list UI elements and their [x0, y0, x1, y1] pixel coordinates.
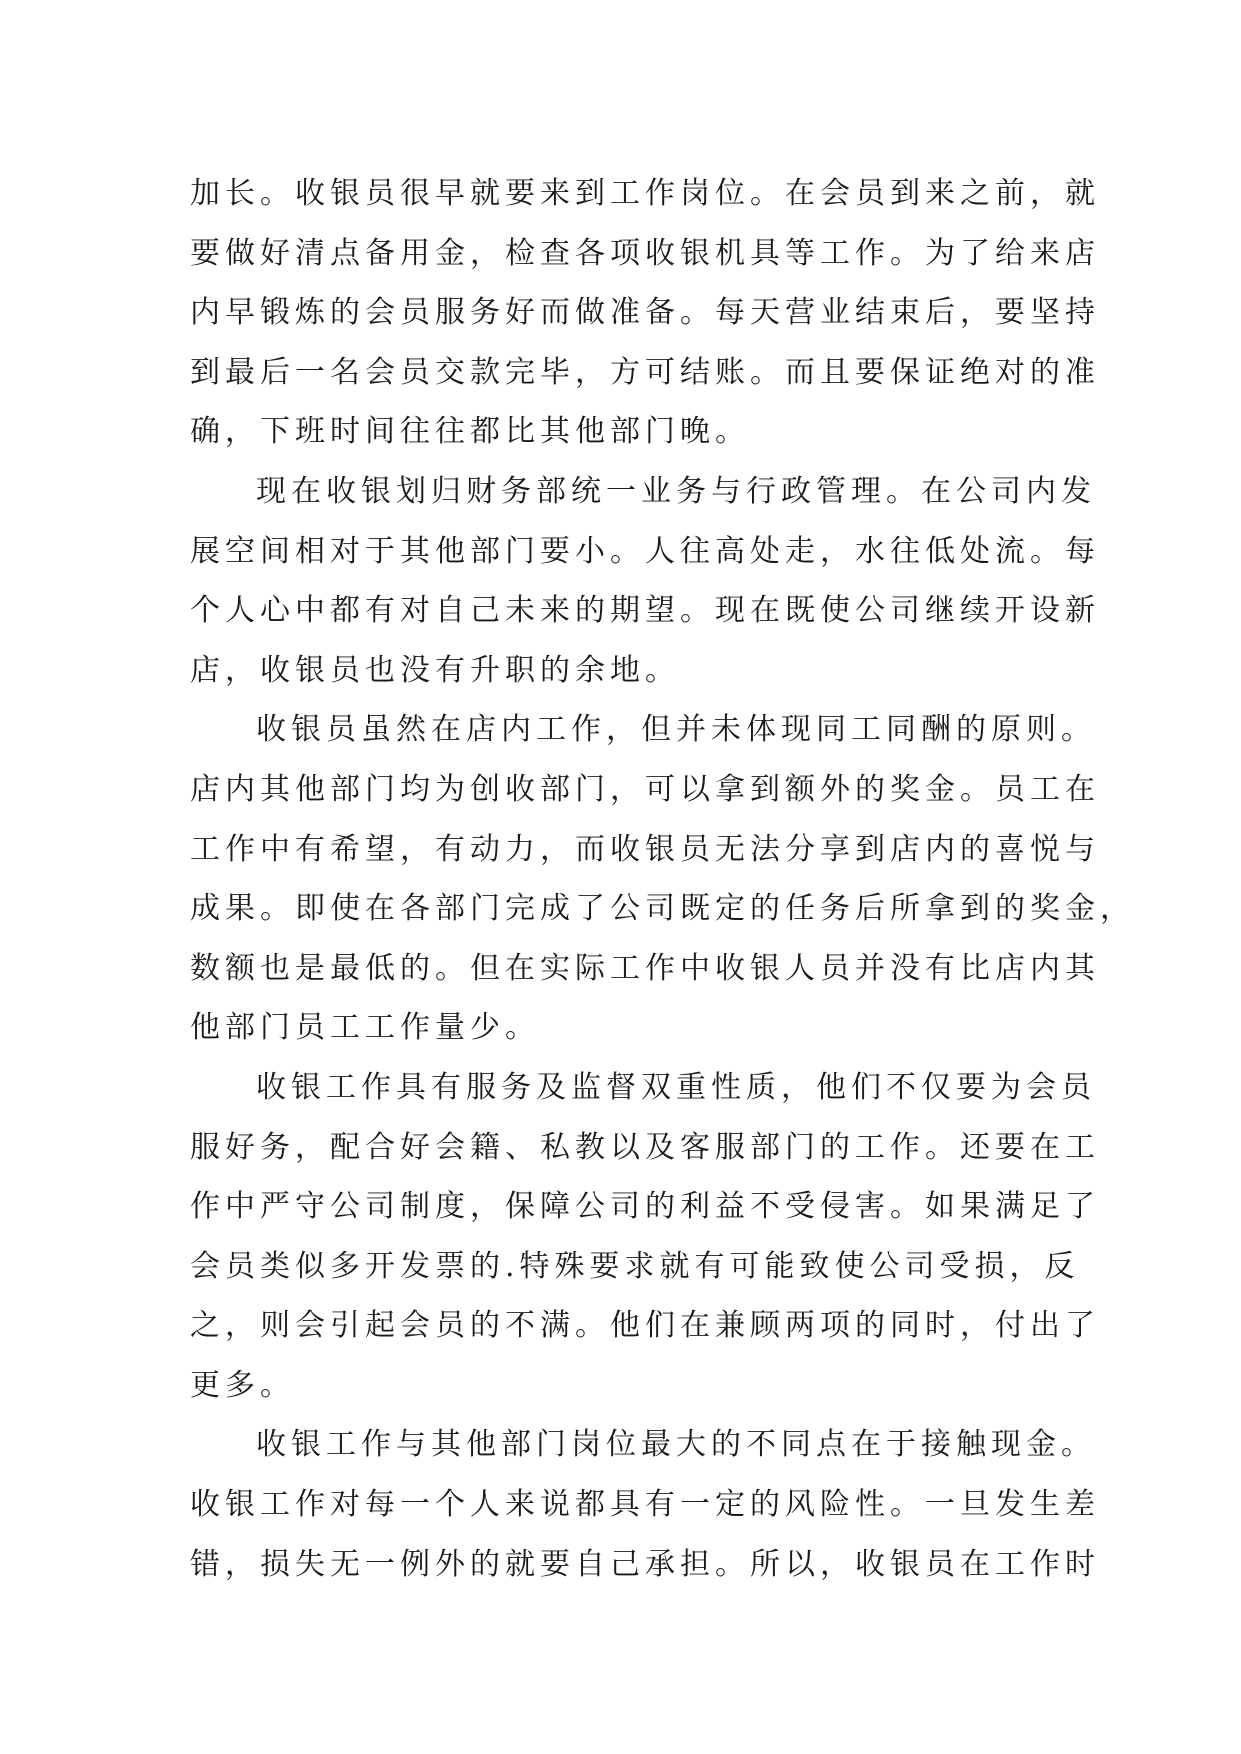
- text-line: 加长。收银员很早就要来到工作岗位。在会员到来之前，就: [190, 176, 1100, 211]
- text-line: 之，则会引起会员的不满。他们在兼顾两项的同时，付出了: [190, 1308, 1100, 1344]
- text-line: 确，下班时间往往都比其他部门晚。: [190, 414, 750, 450]
- text-line: 错，损失无一例外的就要自己承担。所以，收银员在工作时: [190, 1546, 1100, 1582]
- text-line: 要做好清点备用金，检查各项收银机具等工作。为了给来店: [190, 235, 1100, 271]
- text-line: 店，收银员也没有升职的余地。: [190, 652, 680, 688]
- paragraph-first-line: 收银员虽然在店内工作，但并未体现同工同酬的原则。: [256, 712, 1096, 748]
- text-line: 服好务，配合好会籍、私教以及客服部门的工作。还要在工: [190, 1129, 1100, 1165]
- text-line: 到最后一名会员交款完毕，方可结账。而且要保证绝对的准: [190, 354, 1100, 390]
- text-line: 收银工作对每一个人来说都具有一定的风险性。一旦发生差: [190, 1487, 1100, 1523]
- text-line: 会员类似多开发票的.特殊要求就有可能致使公司受损，反: [190, 1248, 1080, 1284]
- paragraph-first-line: 收银工作具有服务及监督双重性质，他们不仅要为会员: [256, 1069, 1096, 1105]
- text-line: 更多。: [190, 1367, 295, 1403]
- text-line: 成果。即使在各部门完成了公司既定的任务后所拿到的奖金，: [190, 891, 1135, 927]
- text-line: 工作中有希望，有动力，而收银员无法分享到店内的喜悦与: [190, 831, 1100, 867]
- text-line: 店内其他部门均为创收部门，可以拿到额外的奖金。员工在: [190, 771, 1100, 807]
- paragraph-first-line: 收银工作与其他部门岗位最大的不同点在于接触现金。: [256, 1427, 1096, 1463]
- text-line: 他部门员工工作量少。: [190, 1010, 540, 1046]
- body-text: [190, 164, 1135, 1594]
- text-line: 数额也是最低的。但在实际工作中收银人员并没有比店内其: [190, 950, 1100, 986]
- text-line: 内早锻炼的会员服务好而做准备。每天营业结束后，要坚持: [190, 295, 1100, 331]
- paragraph-first-line: 现在收银划归财务部统一业务与行政管理。在公司内发: [256, 473, 1096, 509]
- text-line: 展空间相对于其他部门要小。人往高处走，水往低处流。每: [190, 533, 1100, 569]
- text-line: 作中严守公司制度，保障公司的利益不受侵害。如果满足了: [190, 1189, 1100, 1225]
- text-line: 个人心中都有对自己未来的期望。现在既使公司继续开设新: [190, 593, 1100, 629]
